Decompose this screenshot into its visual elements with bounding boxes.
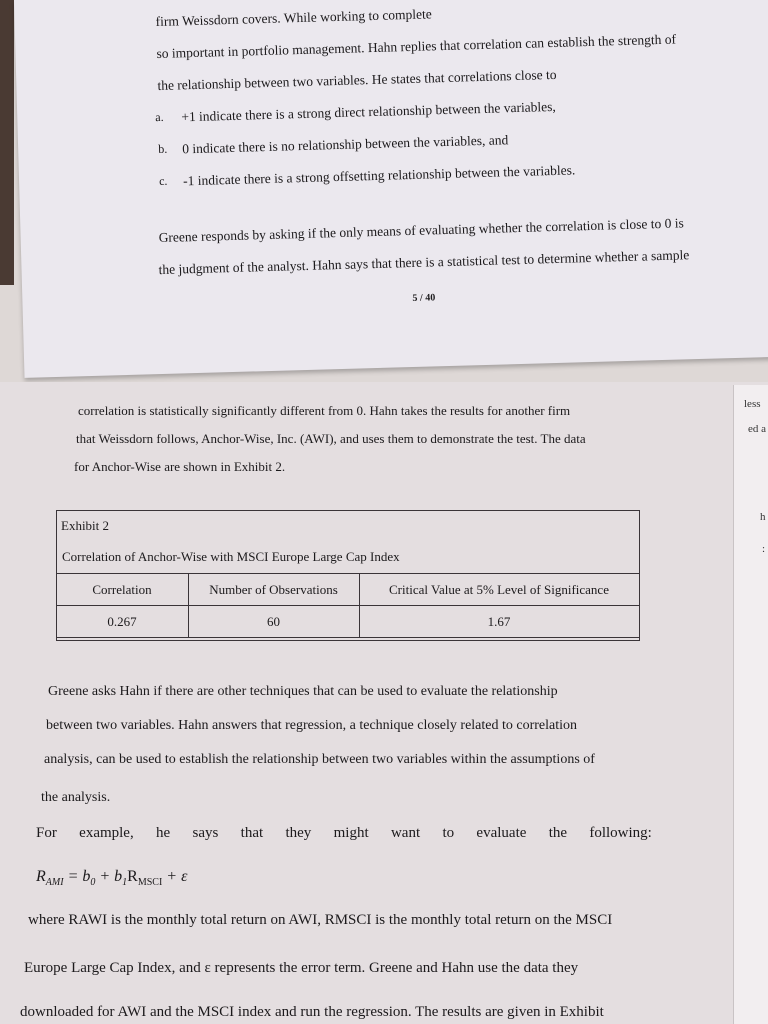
text-line: downloaded for AWI and the MSCI index and run the regression. The results are given in Exhibit	[20, 1004, 604, 1020]
word: says	[192, 825, 219, 841]
equation-term: R	[36, 868, 46, 885]
text-line: the analysis.	[41, 790, 111, 805]
word: example,	[79, 825, 134, 841]
equation-term: + b	[95, 868, 123, 885]
page-fragment: :	[762, 543, 766, 555]
column-header: Number of Observations	[188, 574, 359, 606]
word: the	[548, 825, 568, 841]
word: they	[285, 825, 312, 841]
page-number: 5 / 40	[412, 292, 436, 304]
exhibit-2	[56, 510, 640, 641]
text-line: Europe Large Cap Index, and ε represents the error term. Greene and Hahn use the data they	[24, 960, 579, 976]
list-marker: a.	[155, 109, 164, 125]
page-fragment: ed a	[748, 423, 767, 435]
equation-term: = b	[63, 868, 91, 885]
exhibit-table	[56, 573, 640, 638]
text-line: where RAWI is the monthly total return on AWI, RMSCI is the monthly total return on the MSCI	[28, 912, 613, 928]
adjacent-page	[733, 385, 768, 1024]
word: For	[36, 825, 57, 841]
list-marker: b.	[158, 141, 168, 157]
table-cell: 0.267	[56, 606, 188, 638]
regression-equation	[36, 868, 187, 888]
word: he	[156, 825, 171, 841]
text-line: between two variables. Hahn answers that regression, a technique closely related to correlation	[46, 718, 578, 733]
equation-term: R	[127, 868, 138, 885]
text-line: that Weissdorn follows, Anchor-Wise, Inc. (AWI), and uses them to demonstrate the test. The data	[76, 431, 586, 446]
text-line: Greene responds by asking if the only means of evaluating whether the correlation is close to 0 is	[158, 215, 684, 246]
text-line: for Anchor-Wise are shown in Exhibit 2.	[74, 459, 286, 474]
exhibit-label: Exhibit 2	[61, 518, 110, 533]
text-line: the relationship between two variables. He states that correlations close to	[157, 66, 557, 94]
equation-term: + ε	[162, 868, 188, 885]
table-cell: 60	[188, 606, 359, 638]
equation-subscript: MSCI	[137, 877, 163, 889]
word: evaluate	[476, 825, 527, 841]
text-line: correlation is statistically significantly different from 0. Hahn takes the results for another firm	[78, 403, 571, 418]
desk-background	[0, 0, 14, 285]
table-row	[56, 606, 639, 638]
exhibit-title: Correlation of Anchor-Wise with MSCI Europe Large Cap Index	[62, 549, 400, 564]
example-line	[36, 825, 652, 842]
column-header: Critical Value at 5% Level of Significance	[359, 574, 639, 606]
word: following:	[589, 825, 652, 841]
page-fragment: h	[760, 511, 766, 523]
word: that	[240, 825, 264, 841]
equation-subscript: AMI	[45, 877, 64, 889]
list-marker: c.	[158, 173, 168, 189]
text-line: so important in portfolio management. Hahn replies that correlation can establish the strength of	[156, 31, 677, 62]
text-line: the judgment of the analyst. Hahn says that there is a statistical test to determine whether a sample	[158, 247, 690, 278]
text-line: Greene asks Hahn if there are other techniques that can be used to evaluate the relationship	[48, 684, 558, 699]
table-header-row	[56, 574, 639, 606]
word: want	[390, 825, 421, 841]
table-cell: 1.67	[359, 606, 639, 638]
word: might	[333, 825, 369, 841]
list-item: +1 indicate there is a strong direct relationship between the variables,	[181, 98, 557, 125]
text-line: firm Weissdorn covers. While working to complete	[155, 6, 432, 30]
equation-subscript: 1	[122, 877, 128, 889]
equation-subscript: 0	[90, 877, 96, 889]
column-header: Correlation	[56, 574, 188, 606]
page-fragment: less	[744, 398, 761, 410]
list-item: 0 indicate there is no relationship between the variables, and	[182, 132, 509, 157]
word: to	[442, 825, 455, 841]
previous-page	[14, 0, 768, 378]
text-line: analysis, can be used to establish the relationship between two variables within the assumptions of	[44, 752, 595, 767]
list-item: -1 indicate there is a strong offsetting relationship between the variables.	[182, 162, 576, 189]
